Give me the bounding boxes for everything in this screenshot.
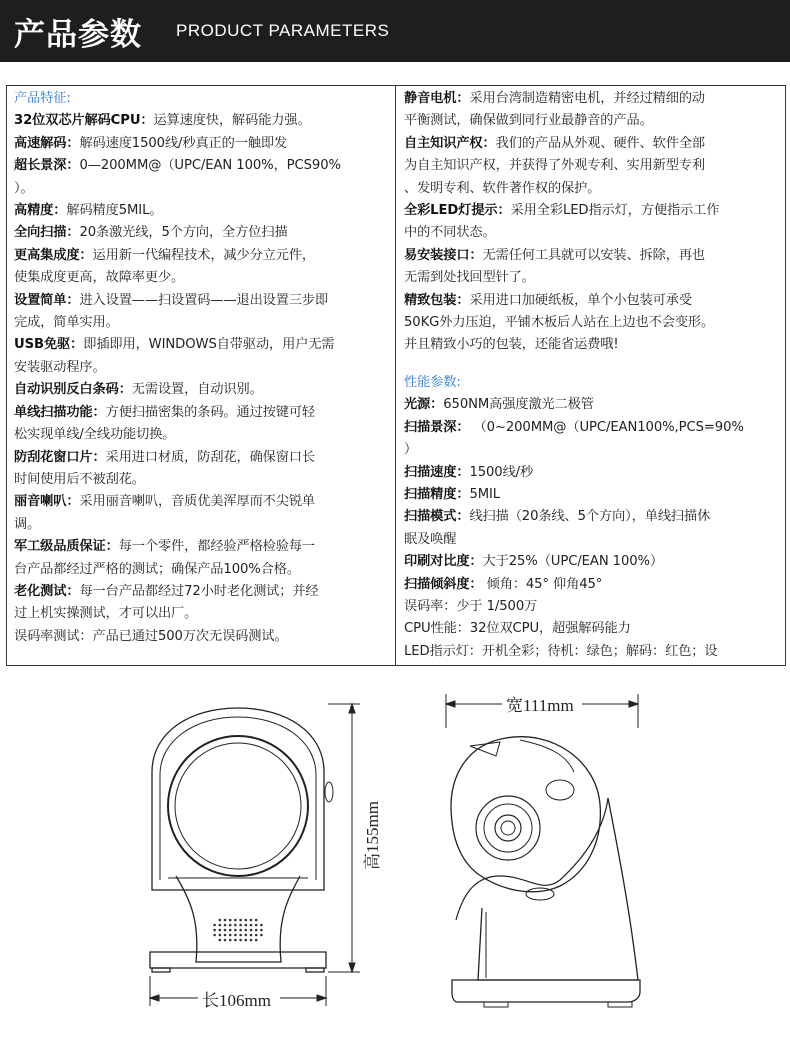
spec-line	[14, 447, 389, 469]
spec-key: 印刷对比度：	[404, 554, 483, 570]
spec-table	[6, 85, 786, 666]
speaker-dot	[245, 924, 248, 927]
side-head-outline	[451, 737, 600, 892]
spec-line	[14, 334, 389, 356]
spec-line	[14, 290, 389, 312]
spec-line	[14, 581, 389, 603]
width-label: 宽111mm	[506, 696, 574, 715]
spec-value: 每一个零件，都经验严格检验每一	[118, 539, 316, 555]
spec-line	[14, 603, 389, 625]
side-button	[325, 782, 333, 802]
spec-line	[14, 357, 389, 379]
speaker-dot	[239, 919, 242, 922]
spec-value: 、发明专利、软件著作权的保护。	[404, 180, 601, 196]
front-base	[150, 952, 326, 968]
spec-value: 解码精度5MIL。	[66, 203, 163, 219]
spec-line	[14, 491, 389, 513]
spec-line	[14, 200, 389, 222]
spec-value: 安装驱动程序。	[14, 359, 106, 375]
spec-key: 扫描精度：	[404, 486, 470, 502]
spec-value: 大于25%（UPC/EAN 100%）	[482, 554, 664, 570]
spec-line	[14, 514, 389, 536]
speaker-dot	[219, 924, 222, 927]
speaker-dot	[219, 939, 222, 942]
spec-key: 扫描速度：	[404, 464, 470, 480]
front-view-drawing	[150, 708, 333, 972]
spec-value: 每一台产品都经过72小时老化测试；并经	[79, 583, 319, 599]
speaker-dot	[245, 929, 248, 932]
spec-value: 即插即用，WINDOWS自带驱动，用户无需	[83, 337, 335, 353]
spec-line	[404, 394, 779, 416]
spec-line	[14, 245, 389, 267]
speaker-dot	[224, 934, 227, 937]
spec-key: 静音电机：	[404, 91, 470, 106]
spec-key: 精致包装：	[404, 292, 470, 308]
speaker-dot	[213, 934, 216, 937]
speaker-dot	[234, 934, 237, 937]
speaker-dot	[229, 934, 232, 937]
spec-value: 误码率：少于 1/500万	[404, 598, 538, 614]
spec-value: 倾角：45° 仰角45°	[482, 576, 603, 592]
spec-value: 20条激光线，5个方向，全方位扫描	[79, 225, 288, 241]
spec-key: 易安装接口：	[404, 247, 483, 263]
spec-key: 光源：	[404, 397, 444, 413]
features-column	[7, 86, 396, 665]
spec-value: 运算速度快，解码能力强。	[153, 113, 311, 129]
spec-line	[404, 133, 779, 155]
spec-key: 扫描模式：	[404, 509, 470, 525]
speaker-dot	[245, 919, 248, 922]
length-label: 长106mm	[202, 991, 271, 1010]
height-label: 高155mm	[363, 801, 382, 870]
speaker-dot	[239, 939, 242, 942]
speaker-grille	[213, 919, 262, 942]
spec-value: 眠及唤醒	[404, 531, 457, 547]
spec-value: 我们的产品从外观、硬件、软件全部	[495, 135, 706, 151]
spec-key: 自主知识产权：	[404, 135, 496, 151]
spec-value: 使集成度更高，故障率更少。	[14, 270, 185, 286]
spec-value: LED指示灯：开机全彩；待机：绿色；解码：红色；设	[404, 643, 718, 659]
spec-key: 扫描景深：	[404, 419, 470, 435]
speaker-dot	[213, 929, 216, 932]
spec-line	[14, 424, 389, 446]
product-drawings	[0, 680, 790, 1044]
spec-line	[14, 222, 389, 244]
spec-key: 高精度：	[14, 203, 67, 219]
spec-line	[14, 559, 389, 581]
speaker-dot	[239, 924, 242, 927]
section-gap	[404, 357, 779, 372]
spec-line	[14, 110, 389, 132]
spec-value: 误码率测试：产品已通过500万次无误码测试。	[14, 628, 288, 644]
speaker-dot	[229, 924, 232, 927]
spec-line	[404, 529, 779, 551]
spec-key: 更高集成度：	[14, 247, 93, 263]
speaker-dot	[255, 929, 258, 932]
speaker-dot	[255, 939, 258, 942]
speaker-dot	[219, 929, 222, 932]
spec-line	[14, 536, 389, 558]
spec-value: 松实现单线/全线功能切换。	[14, 427, 176, 443]
spec-line	[404, 222, 779, 244]
speaker-dot	[234, 924, 237, 927]
spec-line	[404, 88, 779, 110]
spec-line	[404, 290, 779, 312]
speaker-dot	[234, 939, 237, 942]
spec-value: 解码速度1500线/秒真正的一触即发	[79, 135, 288, 151]
spec-value: 50KG外力压迫，平铺木板后人站在上边也不会变形。	[404, 315, 715, 331]
spec-line	[404, 200, 779, 222]
spec-line	[14, 312, 389, 334]
speaker-dot	[229, 919, 232, 922]
spec-key: 超长景深：	[14, 158, 80, 174]
spec-key: 老化测试：	[14, 583, 80, 599]
spec-value: 过上机实操测试，才可以出厂。	[14, 606, 198, 622]
spec-value: 时间使用后不被刮花。	[14, 471, 145, 487]
spec-key: 自动识别反白条码：	[14, 382, 132, 398]
speaker-dot	[250, 924, 253, 927]
speaker-dot	[234, 919, 237, 922]
speaker-dot	[260, 929, 263, 932]
spec-value: 0—200MM@（UPC/EAN 100%，PCS90%	[79, 158, 341, 174]
spec-line	[14, 379, 389, 401]
spec-line	[14, 469, 389, 491]
spec-value: 并且精致小巧的包装，还能省运费哦!	[404, 337, 619, 353]
spec-value: 采用全彩LED指示灯，方便指示工作	[510, 203, 720, 219]
spec-value: 5MIL	[469, 486, 501, 502]
speaker-dot	[229, 929, 232, 932]
spec-line	[404, 506, 779, 528]
spec-line	[404, 312, 779, 334]
header-banner	[0, 0, 790, 62]
speaker-dot	[250, 939, 253, 942]
spec-value: 1500线/秒	[469, 464, 534, 480]
scan-window	[168, 736, 308, 876]
spec-line	[404, 551, 779, 573]
spec-value: ）。	[14, 180, 34, 196]
speaker-dot	[224, 919, 227, 922]
spec-key: 高速解码：	[14, 135, 80, 151]
spec-key: 全彩LED灯提示：	[404, 203, 511, 219]
spec-line	[404, 245, 779, 267]
speaker-dot	[245, 939, 248, 942]
spec-line	[14, 626, 389, 648]
spec-value: 完成，简单实用。	[14, 315, 119, 331]
speaker-dot	[224, 924, 227, 927]
spec-key: 全向扫描：	[14, 225, 80, 241]
speaker-dot	[255, 924, 258, 927]
spec-line	[404, 641, 779, 663]
speaker-dot	[224, 939, 227, 942]
spec-key: 丽音喇叭：	[14, 494, 80, 510]
spec-line	[14, 402, 389, 424]
spec-value: 调。	[14, 516, 41, 532]
spec-value: 台产品都经过严格的测试；确保产品100%合格。	[14, 561, 300, 577]
speaker-dot	[260, 924, 263, 927]
spec-key: 防刮花窗口片：	[14, 449, 106, 465]
speaker-dot	[224, 929, 227, 932]
spec-value: 无需任何工具就可以安装、拆除，再也	[482, 247, 706, 263]
speaker-dot	[239, 929, 242, 932]
speaker-dot	[229, 939, 232, 942]
speaker-dot	[250, 919, 253, 922]
spec-key: 32位双芯片解码CPU：	[14, 113, 154, 129]
spec-key: 军工级品质保证：	[14, 539, 119, 555]
speaker-dot	[213, 924, 216, 927]
spec-value: CPU性能：32位双CPU，超强解码能力	[404, 621, 631, 637]
speaker-dot	[250, 934, 253, 937]
spec-value: 采用台湾制造精密电机，并经过精细的动	[469, 91, 706, 106]
page-title: 产品参数	[14, 17, 142, 53]
page-subtitle: PRODUCT PARAMETERS	[176, 21, 390, 40]
side-lens-outer	[476, 796, 540, 860]
spec-value: 进入设置——扫设置码——退出设置三步即	[79, 292, 329, 308]
spec-line	[404, 178, 779, 200]
spec-line	[404, 596, 779, 618]
spec-value: 采用丽音喇叭，音质优美浑厚而不尖锐单	[79, 494, 316, 510]
height-dimension	[328, 704, 360, 972]
spec-value: 运用新一代编程技术，减少分立元件，	[92, 247, 316, 263]
speaker-dot	[239, 934, 242, 937]
parameters-column	[396, 86, 785, 665]
spec-value: （0~200MM@（UPC/EAN100%,PCS=90%	[469, 419, 744, 435]
front-stand	[176, 876, 300, 962]
spec-line	[404, 439, 779, 461]
spec-key: 单线扫描功能：	[14, 404, 106, 420]
spec-value: 为自主知识产权，并获得了外观专利、实用新型专利	[404, 158, 706, 174]
spec-line	[404, 267, 779, 289]
spec-value: 650NM高强度激光二极管	[443, 397, 594, 413]
front-shell-inner	[160, 717, 316, 880]
speaker-dot	[245, 934, 248, 937]
speaker-dot	[234, 929, 237, 932]
speaker-dot	[250, 929, 253, 932]
spec-value: 线扫描（20条线、5个方向），单线扫描休	[469, 509, 711, 525]
side-base	[452, 980, 640, 1002]
spec-line	[14, 133, 389, 155]
side-lens	[495, 815, 521, 841]
spec-key: 设置简单：	[14, 292, 80, 308]
speaker-dot	[260, 934, 263, 937]
spec-value: 方便扫描密集的条码。通过按键可轻	[105, 404, 316, 420]
spec-line	[404, 155, 779, 177]
spec-line	[404, 334, 779, 356]
spec-line	[14, 267, 389, 289]
spec-line	[404, 574, 779, 596]
speaker-dot	[219, 934, 222, 937]
spec-value: ）	[404, 442, 418, 458]
spec-line	[404, 462, 779, 484]
spec-value: 平衡测试，确保做到同行业最静音的产品。	[404, 113, 653, 129]
spec-key: USB免驱：	[14, 337, 84, 353]
spec-line	[404, 417, 779, 439]
section-heading: 性能参数:	[404, 374, 461, 390]
spec-key: 扫描倾斜度：	[404, 576, 483, 592]
spec-value: 采用进口材质，防刮花，确保窗口长	[105, 449, 316, 465]
spec-value: 无需到处找回型针了。	[404, 270, 535, 286]
speaker-dot	[255, 934, 258, 937]
spec-line	[404, 110, 779, 132]
spec-value: 采用进口加硬纸板，单个小包装可承受	[469, 292, 692, 308]
spec-line	[14, 155, 389, 177]
spec-line	[404, 484, 779, 506]
section-heading: 产品特征:	[14, 91, 71, 106]
speaker-dot	[255, 919, 258, 922]
spec-value: 无需设置，自动识别。	[131, 382, 263, 398]
spec-value: 中的不同状态。	[404, 225, 496, 241]
side-view-drawing	[451, 737, 640, 1007]
spec-line	[404, 618, 779, 640]
spec-line	[14, 178, 389, 200]
speaker-dot	[219, 919, 222, 922]
